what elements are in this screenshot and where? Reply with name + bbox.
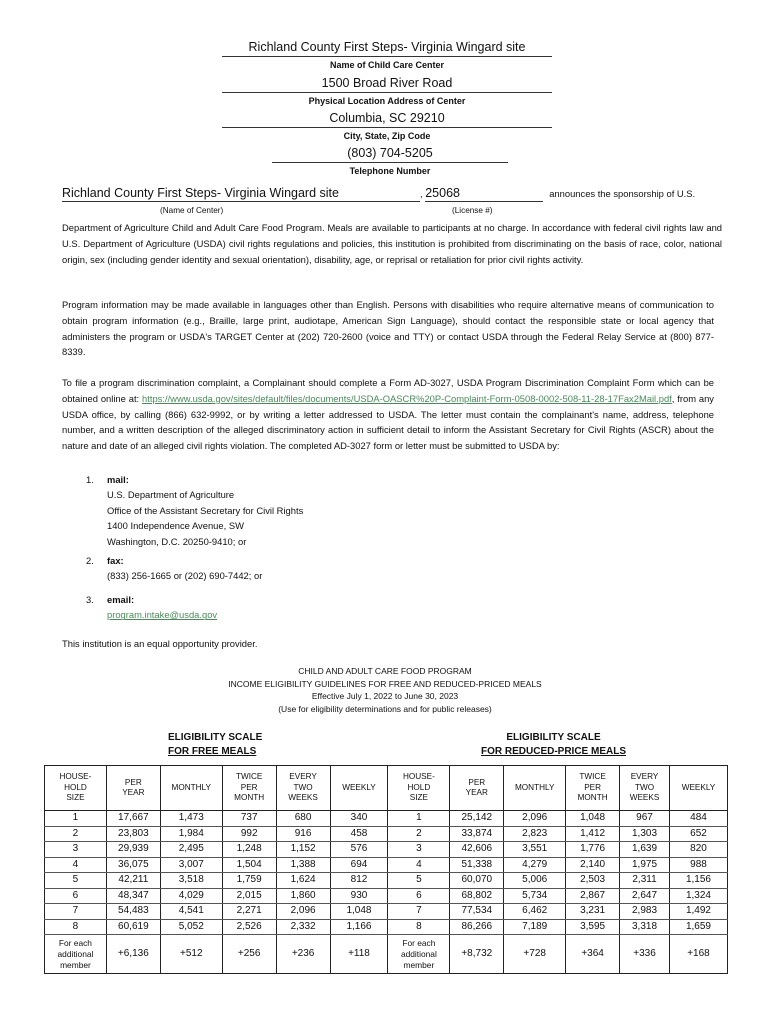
reduced-cell: 77,534 <box>450 904 504 920</box>
column-header: PER YEAR <box>106 766 160 811</box>
free-cell: 1,473 <box>160 811 222 827</box>
free-cell: 7 <box>45 904 107 920</box>
free-cell: 23,803 <box>106 826 160 842</box>
free-cell: 1,048 <box>330 904 388 920</box>
column-header: PER YEAR <box>450 766 504 811</box>
additional-member-cell: +6,136 <box>106 935 160 974</box>
free-cell: 1,984 <box>160 826 222 842</box>
reduced-cell: 1,303 <box>620 826 670 842</box>
reduced-cell: 51,338 <box>450 857 504 873</box>
reduced-cell: 2,983 <box>620 904 670 920</box>
table-row <box>45 919 728 935</box>
free-cell: 916 <box>276 826 330 842</box>
column-header: WEEKLY <box>330 766 388 811</box>
free-cell: 17,667 <box>106 811 160 827</box>
reduced-cell: 3,231 <box>566 904 620 920</box>
reduced-cell: 967 <box>620 811 670 827</box>
free-cell: 36,075 <box>106 857 160 873</box>
free-cell: 737 <box>222 811 276 827</box>
city-block <box>222 111 552 141</box>
program-title-line4: (Use for eligibility determinations and for public releases) <box>278 703 492 714</box>
free-cell: 2,271 <box>222 904 276 920</box>
mail-line: U.S. Department of Agriculture <box>107 489 235 501</box>
reduced-cell: 1 <box>388 811 450 827</box>
reduced-cell: 1,659 <box>669 919 727 935</box>
additional-member-cell: +118 <box>330 935 388 974</box>
free-cell: 1,166 <box>330 919 388 935</box>
reduced-cell: 988 <box>669 857 727 873</box>
free-cell: 2,096 <box>276 904 330 920</box>
free-cell: 576 <box>330 842 388 858</box>
reduced-cell: 1,776 <box>566 842 620 858</box>
column-header: HOUSE- HOLD SIZE <box>45 766 107 811</box>
complaint-paragraph <box>62 375 714 454</box>
reduced-cell: 1,975 <box>620 857 670 873</box>
center-name-caption: Name of Child Care Center <box>329 60 445 70</box>
reduced-cell: 6 <box>388 888 450 904</box>
reduced-cell: 2,140 <box>566 857 620 873</box>
reduced-cell: 3,318 <box>620 919 670 935</box>
reduced-cell: 42,606 <box>450 842 504 858</box>
reduced-cell: 2 <box>388 826 450 842</box>
center-name-block <box>222 40 552 70</box>
free-cell: 458 <box>330 826 388 842</box>
free-cell: 6 <box>45 888 107 904</box>
free-cell: 694 <box>330 857 388 873</box>
free-cell: 3,007 <box>160 857 222 873</box>
complaint-rest: , from any USDA office, by calling (866) 632-9992, or by writing a letter addressed to USDA. The letter must contain the complainant's name, address, telephone number, and a written description of the alleged discriminatory action in sufficient detail to inform the Assistant Secretary for Civil Rights (ASCR) about the nature and date of an alleged civil rights violation. The completed AD-3027 form or letter must be submitted to USDA by: <box>62 392 714 452</box>
reduced-cell: 86,266 <box>450 919 504 935</box>
caption-name-of-center: (Name of Center) <box>160 206 224 215</box>
mail-line: Washington, D.C. 20250-9410; or <box>107 535 247 547</box>
announce-center-name: Richland County First Steps- Virginia Wingard site <box>62 186 420 202</box>
table-header-row <box>45 766 728 811</box>
reduced-cell: 2,096 <box>504 811 566 827</box>
complaint-form-link[interactable]: https://www.usda.gov/sites/default/files/documents/USDA-OASCR%20P-Complaint-Form-0508-0002-508-11-28-17Fax2Mail.pdf <box>142 392 672 404</box>
free-cell: 930 <box>330 888 388 904</box>
complaint-intro: To file a program discrimination complaint, a Complainant should complete a Form AD-3027, USDA Program Discrimination Complaint Form which can be obtained online at: <box>62 377 714 404</box>
free-cell: 42,211 <box>106 873 160 889</box>
reduced-cell: 5,734 <box>504 888 566 904</box>
reduced-cell: 3 <box>388 842 450 858</box>
free-cell: 2,332 <box>276 919 330 935</box>
reduced-cell: 5,006 <box>504 873 566 889</box>
additional-member-cell: +168 <box>669 935 727 974</box>
reduced-cell: 1,492 <box>669 904 727 920</box>
free-cell: 1,152 <box>276 842 330 858</box>
email-label: email: <box>107 594 135 605</box>
reduced-scale-line2: FOR REDUCED-PRICE MEALS <box>481 746 627 757</box>
reduced-cell: 1,324 <box>669 888 727 904</box>
city-value: Columbia, SC 29210 <box>222 111 552 128</box>
program-title-line3: Effective July 1, 2022 to June 30, 2023 <box>311 691 459 701</box>
reduced-cell: 4,279 <box>504 857 566 873</box>
equal-opportunity-statement: This institution is an equal opportunity provider. <box>62 638 258 649</box>
reduced-cell: 3,595 <box>566 919 620 935</box>
reduced-cell: 25,142 <box>450 811 504 827</box>
mail-line: Office of the Assistant Secretary for Civil Rights <box>107 504 304 516</box>
additional-member-label: For each additional member <box>45 935 107 974</box>
reduced-cell: 60,070 <box>450 873 504 889</box>
free-scale-line1: ELIGIBILITY SCALE <box>168 732 263 743</box>
reduced-cell: 8 <box>388 919 450 935</box>
free-cell: 1,388 <box>276 857 330 873</box>
free-cell: 2,495 <box>160 842 222 858</box>
phone-caption: Telephone Number <box>349 166 431 176</box>
free-cell: 3,518 <box>160 873 222 889</box>
free-cell: 5,052 <box>160 919 222 935</box>
free-cell: 1 <box>45 811 107 827</box>
address-caption: Physical Location Address of Center <box>308 96 466 106</box>
column-header: EVERY TWO WEEKS <box>620 766 670 811</box>
reduced-cell: 820 <box>669 842 727 858</box>
mail-line: 1400 Independence Avenue, SW <box>107 520 244 532</box>
program-info-paragraph: Program information may be made available in languages other than English. Persons with disabilities who require alternative means of communication to obtain program information (e.g., Braille, large print, audiotape, American Sign Language), should contact the responsible state or local agency that administers the program or USDA's TARGET Center at (202) 720-2600 (voice and TTY) or contact USDA through the Federal Relay Service at (800) 877-8339. <box>62 299 714 358</box>
table-row <box>45 888 728 904</box>
announcement-paragraph: Richland County First Steps- Virginia Wingard site , 25068 announces the sponsorship of U.S. Department of Agriculture Child and Adult Care Food Program. Meals are available to participants at no charge. In accordance with federal civil rights law and U.S. Department of Agriculture (USDA) civil rights regulations and policies, this institution is prohibited from discriminating on the basis of race, color, national origin, sex (including gender identity and sexual orientation), disability, age, or reprisal or retaliation for prior civil rights activity. <box>62 186 722 267</box>
email-link[interactable]: program.intake@usda.gov <box>107 609 218 621</box>
table-row <box>45 826 728 842</box>
reduced-cell: 2,311 <box>620 873 670 889</box>
column-header: TWICE PER MONTH <box>566 766 620 811</box>
phone-block <box>272 146 508 176</box>
reduced-cell: 1,639 <box>620 842 670 858</box>
free-cell: 992 <box>222 826 276 842</box>
reduced-cell: 1,156 <box>669 873 727 889</box>
additional-member-cell: +364 <box>566 935 620 974</box>
free-cell: 2,526 <box>222 919 276 935</box>
free-cell: 812 <box>330 873 388 889</box>
reduced-scale-line1: ELIGIBILITY SCALE <box>506 732 601 743</box>
table-row <box>45 811 728 827</box>
additional-member-cell: +236 <box>276 935 330 974</box>
column-header: TWICE PER MONTH <box>222 766 276 811</box>
table-row <box>45 857 728 873</box>
free-cell: 29,939 <box>106 842 160 858</box>
additional-member-label: For each additional member <box>388 935 450 974</box>
additional-member-cell: +512 <box>160 935 222 974</box>
table-row <box>45 873 728 889</box>
reduced-cell: 7 <box>388 904 450 920</box>
column-header: MONTHLY <box>504 766 566 811</box>
free-cell: 8 <box>45 919 107 935</box>
reduced-cell: 3,551 <box>504 842 566 858</box>
reduced-cell: 5 <box>388 873 450 889</box>
reduced-cell: 2,867 <box>566 888 620 904</box>
free-cell: 1,248 <box>222 842 276 858</box>
reduced-cell: 1,412 <box>566 826 620 842</box>
reduced-cell: 2,503 <box>566 873 620 889</box>
reduced-cell: 6,462 <box>504 904 566 920</box>
free-cell: 1,759 <box>222 873 276 889</box>
program-title-block <box>150 665 620 715</box>
reduced-cell: 68,802 <box>450 888 504 904</box>
free-cell: 1,504 <box>222 857 276 873</box>
column-header: EVERY TWO WEEKS <box>276 766 330 811</box>
email-number: 3. <box>86 594 94 605</box>
table-row <box>45 842 728 858</box>
free-cell: 1,860 <box>276 888 330 904</box>
center-name-value: Richland County First Steps- Virginia Wingard site <box>222 40 552 57</box>
column-header: HOUSE- HOLD SIZE <box>388 766 450 811</box>
reduced-cell: 1,048 <box>566 811 620 827</box>
additional-member-row <box>45 935 728 974</box>
fax-number: 2. <box>86 555 94 566</box>
phone-value: (803) 704-5205 <box>272 146 508 163</box>
free-cell: 680 <box>276 811 330 827</box>
reduced-cell: 7,189 <box>504 919 566 935</box>
announce-tail: announces the sponsorship of U.S. <box>549 188 696 199</box>
additional-member-cell: +8,732 <box>450 935 504 974</box>
mail-label: mail: <box>107 474 129 485</box>
city-caption: City, State, Zip Code <box>343 131 431 141</box>
free-cell: 54,483 <box>106 904 160 920</box>
reduced-scale-heading <box>481 731 626 759</box>
free-cell: 4,029 <box>160 888 222 904</box>
additional-member-cell: +728 <box>504 935 566 974</box>
program-title-line2: INCOME ELIGIBILITY GUIDELINES FOR FREE AND REDUCED-PRICED MEALS <box>228 678 542 689</box>
fax-line: (833) 256-1665 or (202) 690-7442; or <box>107 570 263 582</box>
free-cell: 1,624 <box>276 873 330 889</box>
address-block <box>222 76 552 106</box>
column-header: WEEKLY <box>669 766 727 811</box>
free-cell: 60,619 <box>106 919 160 935</box>
free-scale-line2: FOR FREE MEALS <box>168 746 257 757</box>
additional-member-cell: +256 <box>222 935 276 974</box>
free-cell: 4,541 <box>160 904 222 920</box>
announce-license: 25068 <box>425 186 543 202</box>
reduced-cell: 4 <box>388 857 450 873</box>
column-header: MONTHLY <box>160 766 222 811</box>
additional-member-cell: +336 <box>620 935 670 974</box>
free-cell: 4 <box>45 857 107 873</box>
eligibility-table <box>44 765 728 974</box>
mail-number: 1. <box>86 474 94 485</box>
reduced-cell: 652 <box>669 826 727 842</box>
free-cell: 5 <box>45 873 107 889</box>
announce-body: Department of Agriculture Child and Adult Care Food Program. Meals are available to participants at no charge. In accordance with federal civil rights law and U.S. Department of Agriculture (USDA) civil rights regulations and policies, this institution is prohibited from discriminating on the basis of race, color, national origin, sex (including gender identity and sexual orientation), disability, age, or reprisal or retaliation for prior civil rights activity. <box>62 222 722 265</box>
free-cell: 48,347 <box>106 888 160 904</box>
reduced-cell: 2,647 <box>620 888 670 904</box>
caption-license: (License #) <box>452 206 493 215</box>
free-scale-heading <box>168 731 262 759</box>
free-cell: 2 <box>45 826 107 842</box>
table-row <box>45 904 728 920</box>
reduced-cell: 2,823 <box>504 826 566 842</box>
reduced-cell: 484 <box>669 811 727 827</box>
free-cell: 3 <box>45 842 107 858</box>
free-cell: 340 <box>330 811 388 827</box>
free-cell: 2,015 <box>222 888 276 904</box>
program-title-line1: CHILD AND ADULT CARE FOOD PROGRAM <box>298 666 472 676</box>
reduced-cell: 33,874 <box>450 826 504 842</box>
address-value: 1500 Broad River Road <box>222 76 552 93</box>
fax-label: fax: <box>107 555 124 566</box>
